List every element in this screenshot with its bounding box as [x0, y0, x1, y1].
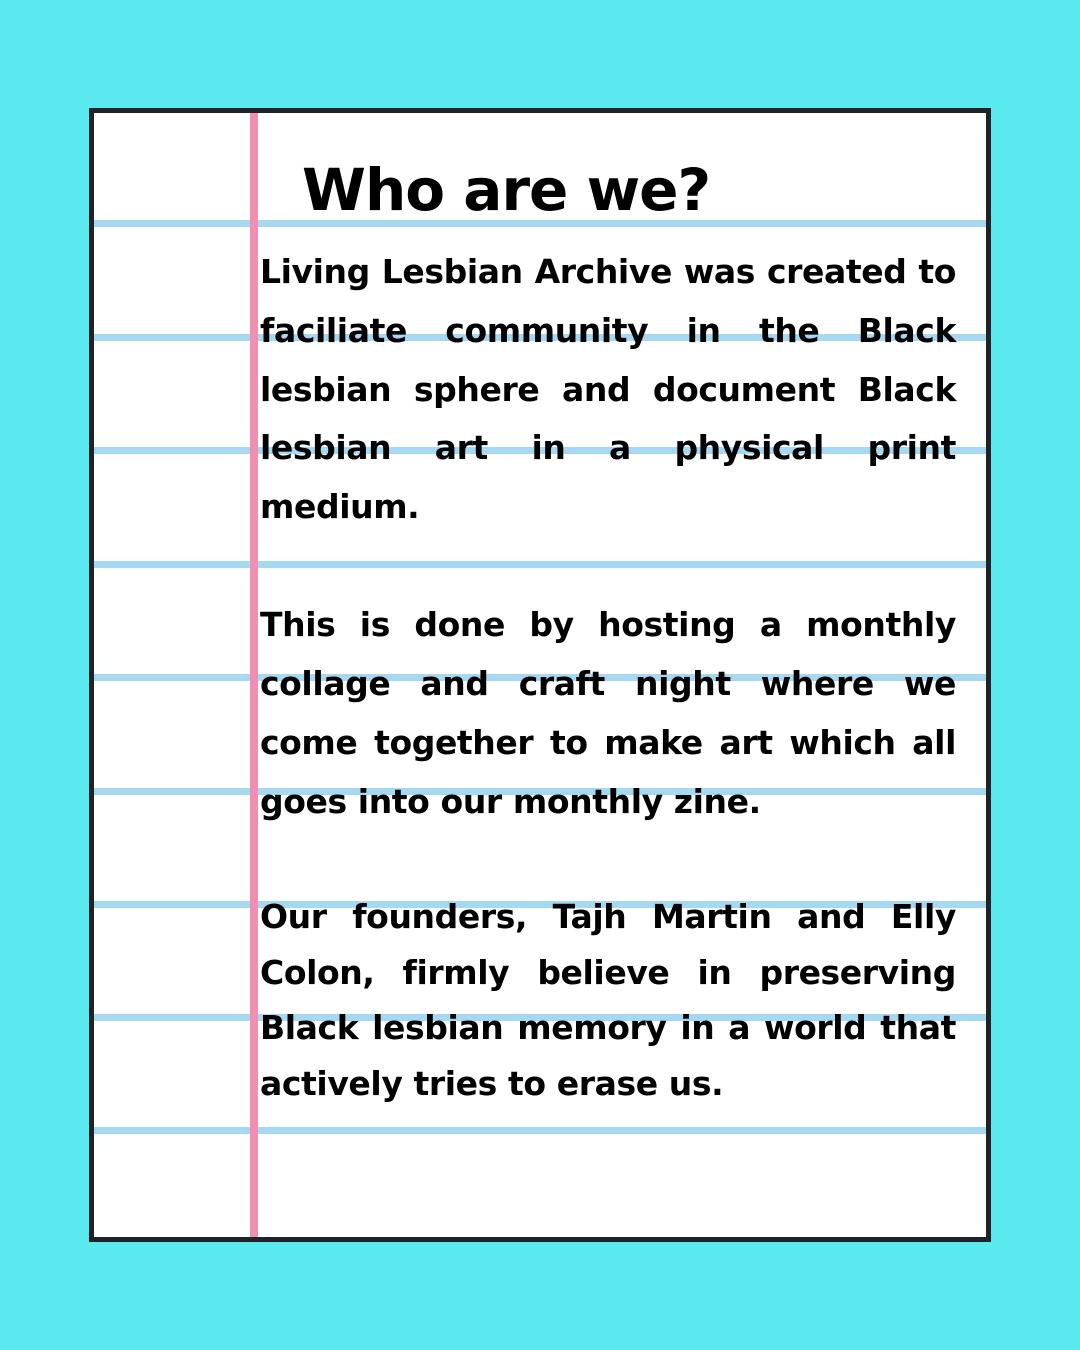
ruled-line — [94, 1127, 986, 1134]
activity-paragraph: This is done by hosting a monthly collage and craft night where we come together to make art which all goes into our monthly zine. — [260, 605, 956, 821]
ruled-line — [94, 561, 986, 568]
margin-line — [250, 113, 258, 1237]
founders-paragraph: Our founders, Tajh Martin and Elly Colon, firmly believe in preserving Black lesbian memory in a world that actively tries to erase us. — [260, 897, 956, 1103]
page-title: Who are we? — [302, 156, 711, 224]
intro-paragraph: Living Lesbian Archive was created to faciliate community in the Black lesbian sphere and document Black lesbian art in a physical print medium. — [260, 252, 956, 527]
notebook-paper — [89, 108, 991, 1242]
